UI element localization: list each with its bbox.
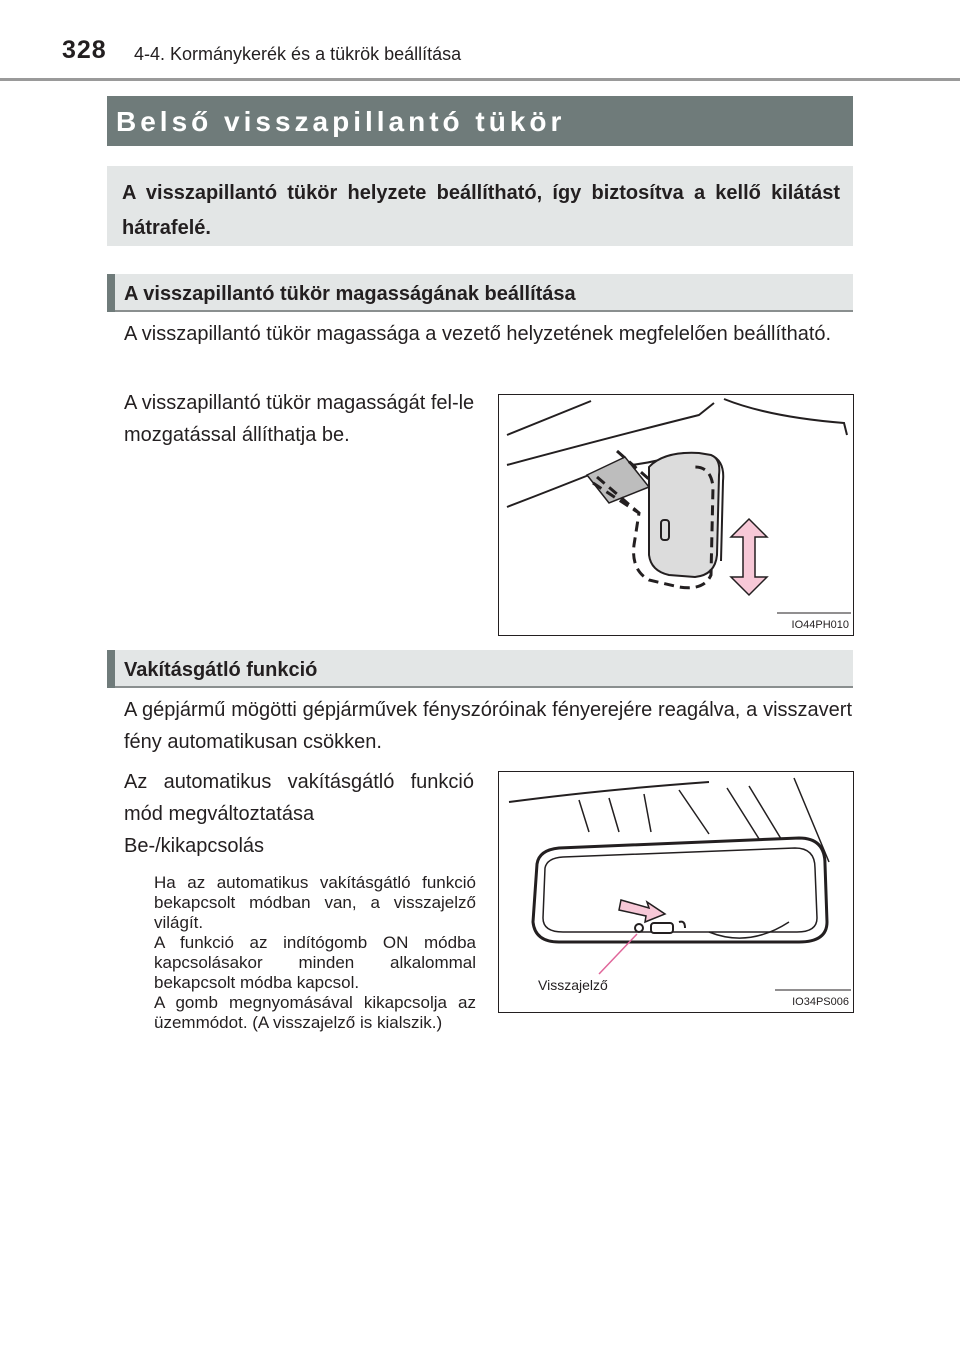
figure-mirror-height: [498, 394, 854, 636]
mode-change-text: Az automatikus vakításgátló funkció mód megváltoztatása: [124, 771, 474, 825]
antiglare-paragraph: A gépjármű mögötti gépjárművek fényszóróinak fényerejére reagálva, a visszavert fény automatikusan csökken.: [124, 699, 852, 753]
up-down-arrow-icon: [731, 519, 767, 595]
figure-antiglare-mirror: [498, 771, 854, 1013]
page-number: 328: [62, 36, 107, 64]
section-marker: [107, 650, 115, 688]
running-header: 4-4. Kormánykerék és a tükrök beállítása: [134, 44, 462, 64]
height-paragraph: A visszapillantó tükör magassága a vezető helyzetének megfelelően beállítható.: [124, 323, 832, 345]
height-figure-text: A visszapillantó tükör magasságát fel-le mozgatással állíthatja be.: [124, 392, 475, 446]
section-marker: [107, 274, 115, 312]
figure-code: IO34PS006: [792, 996, 849, 1008]
indicator-light-icon: [635, 924, 643, 932]
section-title-antiglare: Vakításgátló funkció: [124, 659, 318, 681]
note-2: A funkció az indítógomb ON módba kapcsolásakor minden alkalommal bekapcsolt módba kapcsol.: [154, 933, 476, 992]
antiglare-button-icon: [651, 923, 673, 933]
page-title: Belső visszapillantó tükör: [116, 106, 566, 137]
header-rule: [0, 78, 960, 81]
section-title-height: A visszapillantó tükör magasságának beállítása: [124, 283, 576, 305]
notes: [154, 873, 476, 1033]
indicator-callout: Visszajelző: [538, 977, 608, 993]
figure-code: IO44PH010: [791, 619, 849, 631]
note-1: Ha az automatikus vakításgátló funkció bekapcsolt módban van, a visszajelző világít.: [154, 873, 476, 932]
note-3: A gomb megnyomásával kikapcsolja az üzemmódot. (A visszajelző is kialszik.): [154, 993, 476, 1032]
mirror-height-illustration: [499, 395, 853, 635]
onoff-label: Be-/kikapcsolás: [124, 835, 265, 857]
antiglare-mirror-illustration: [499, 772, 853, 1012]
intro-text: A visszapillantó tükör helyzete beállítható, így biztosítva a kellő kilátást hátrafelé.: [122, 182, 840, 239]
